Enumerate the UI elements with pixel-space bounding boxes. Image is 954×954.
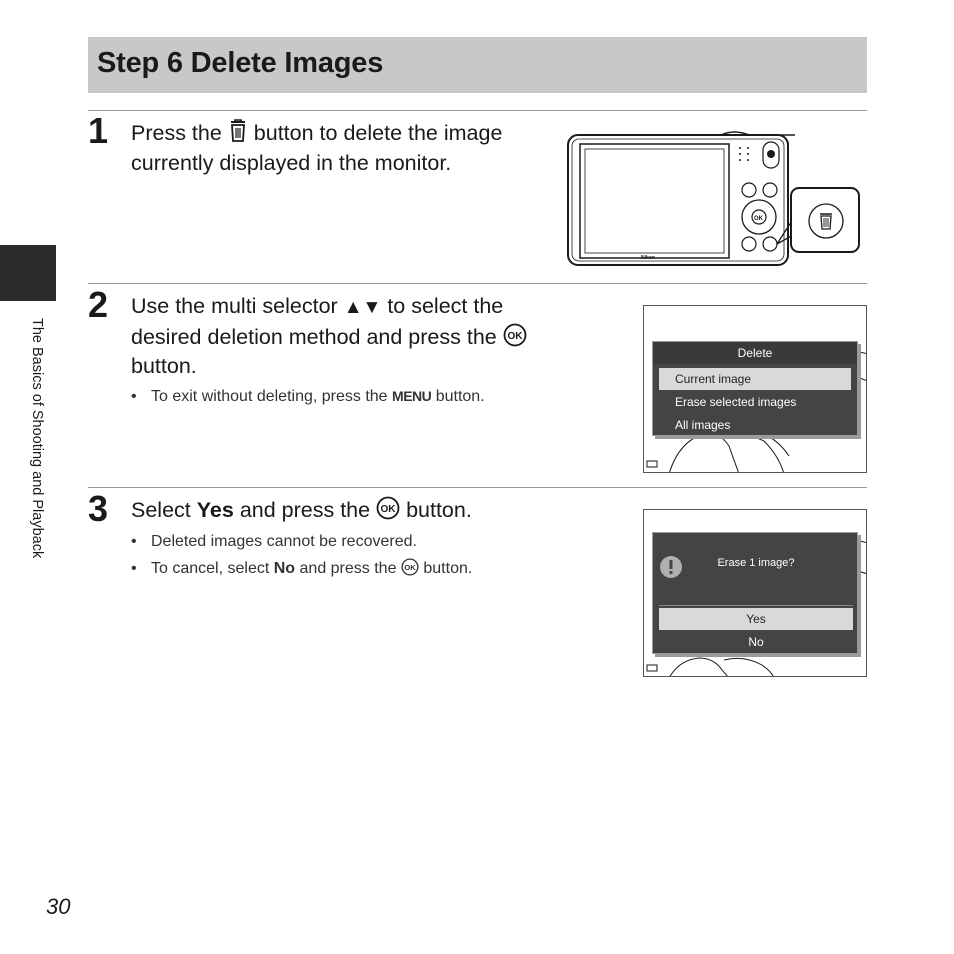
page-number: 30 <box>46 894 71 919</box>
step-number-3: 3 <box>88 488 109 529</box>
step-2-bullet-pre: To exit without deleting, press the <box>151 388 388 405</box>
dialog-option-yes[interactable]: Yes <box>659 608 853 630</box>
ok-button-icon <box>503 323 527 347</box>
svg-text:OK: OK <box>754 216 763 222</box>
dialog-divider <box>659 605 853 606</box>
page-title: Step 6 Delete Images <box>97 47 384 79</box>
step-3-text <box>131 496 591 526</box>
delete-menu-screen <box>643 305 867 473</box>
step-2-bullet <box>131 388 485 406</box>
title-bar <box>88 37 867 93</box>
step-number-2: 2 <box>88 284 109 325</box>
delete-menu-title: Delete <box>653 342 857 364</box>
erase-dialog-screen <box>643 509 867 677</box>
step-3-bullet-2-post: button. <box>423 560 473 577</box>
section-label: The Basics of Shooting and Playback <box>29 318 45 559</box>
menu-item-all-images[interactable]: All images <box>675 418 731 432</box>
camera-brand: Nikon <box>641 255 655 261</box>
dialog-option-no[interactable]: No <box>748 635 764 649</box>
step-number-1: 1 <box>88 110 109 151</box>
menu-button-glyph: MENU <box>392 388 432 404</box>
erase-dialog-message: Erase 1 image? <box>717 557 795 569</box>
divider-step-3 <box>88 487 867 488</box>
divider-step-2 <box>88 283 867 284</box>
step-1-text-pre: Press the <box>131 121 222 145</box>
ok-button-icon <box>401 558 419 576</box>
svg-text:OK: OK <box>404 563 416 572</box>
erase-dialog <box>652 532 858 654</box>
trash-icon <box>228 119 248 143</box>
menu-item-erase-selected[interactable]: Erase selected images <box>675 395 797 409</box>
svg-text:OK: OK <box>507 330 523 342</box>
ok-button-icon <box>376 496 400 520</box>
step-3-bullet-2-mid: and press the <box>299 560 397 577</box>
step-3-bullet-2 <box>131 558 472 578</box>
step-3-bullet-1: • Deleted images cannot be recovered. <box>131 533 417 551</box>
camera-back-illustration <box>563 128 863 270</box>
divider-step-1 <box>88 110 867 111</box>
step-1-text-line2: currently displayed in the monitor. <box>131 150 452 175</box>
delete-menu <box>652 341 858 436</box>
step-1-text <box>131 119 551 178</box>
step-2-text <box>131 292 591 382</box>
step-3-bullet-2-bold: No <box>273 560 296 577</box>
multi-selector-arrows: ▲▼ <box>343 297 382 318</box>
menu-item-current-image[interactable]: Current image <box>659 368 851 390</box>
step-3-text-post: button. <box>406 498 472 522</box>
step-3-bullet-2-pre: To cancel, select <box>151 560 270 577</box>
step-2-bullet-post: button. <box>435 388 485 405</box>
step-2-text-line2: desired deletion method and press the <box>131 324 497 349</box>
svg-text:OK: OK <box>380 504 396 515</box>
step-1-text-post: button to delete the image <box>253 121 503 145</box>
step-2-text-pre: Use the multi selector <box>131 294 338 318</box>
step-3-text-bold: Yes <box>196 498 234 522</box>
step-3-text-pre: Select <box>131 498 191 522</box>
section-tab <box>0 245 56 301</box>
step-2-text-post: to select the <box>387 294 504 318</box>
step-2-text-line3: button. <box>131 354 197 378</box>
step-3-text-mid: and press the <box>239 498 371 522</box>
